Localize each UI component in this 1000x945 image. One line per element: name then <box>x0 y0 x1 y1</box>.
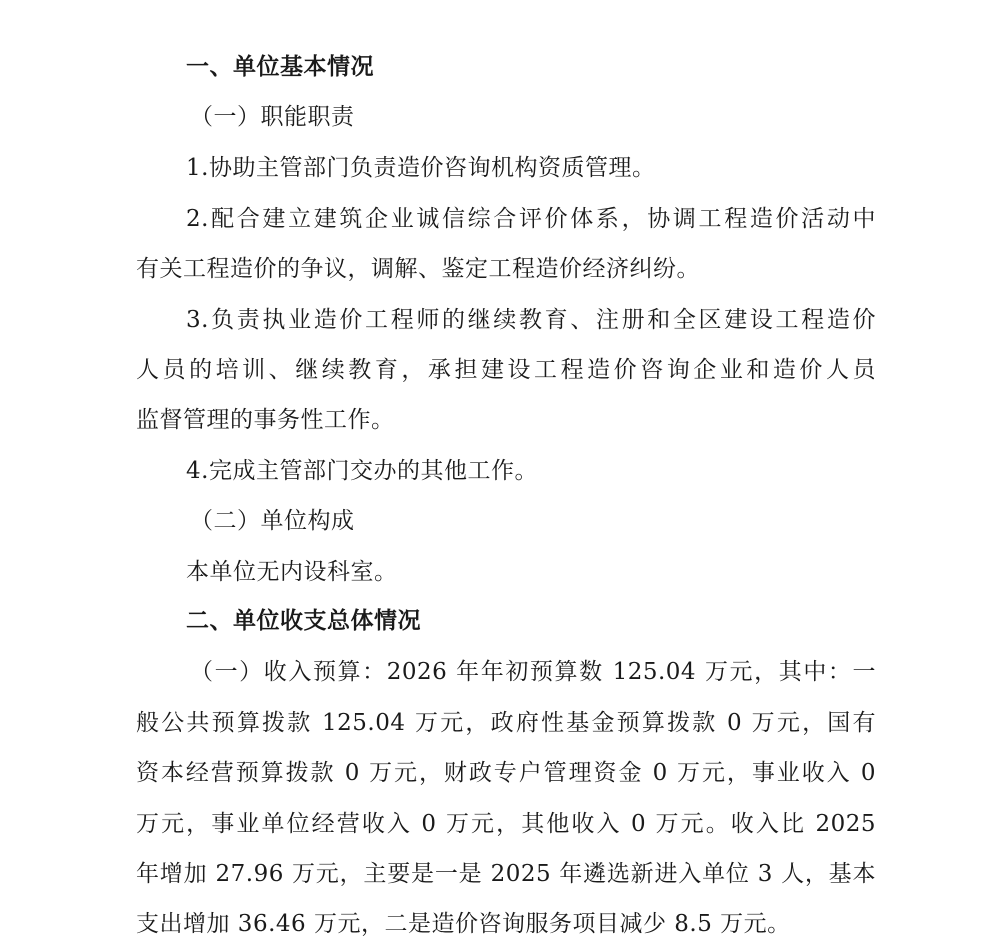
section-heading-basic-info: 一、单位基本情况 <box>186 54 374 80</box>
revenue-budget-line-5: 年增加 27.96 万元，主要是一是 2025 年遴选新进入单位 3 人，基本 <box>136 861 876 887</box>
composition-text: 本单位无内设科室。 <box>186 559 398 585</box>
duty-item-2-line-1: 2.配合建立建筑企业诚信综合评价体系，协调工程造价活动中 <box>186 206 876 232</box>
duty-item-2-line-2: 有关工程造价的争议，调解、鉴定工程造价经济纠纷。 <box>136 256 700 282</box>
revenue-budget-line-1: （一）收入预算：2026 年年初预算数 125.04 万元，其中：一 <box>190 659 876 685</box>
revenue-budget-line-3: 资本经营预算拨款 0 万元，财政专户管理资金 0 万元，事业收入 0 <box>136 760 876 786</box>
duty-item-4: 4.完成主管部门交办的其他工作。 <box>186 458 538 484</box>
revenue-budget-line-6: 支出增加 36.46 万元，二是造价咨询服务项目减少 8.5 万元。 <box>136 911 791 937</box>
revenue-budget-line-2: 般公共预算拨款 125.04 万元，政府性基金预算拨款 0 万元，国有 <box>136 710 876 736</box>
duty-item-3-line-2: 人员的培训、继续教育，承担建设工程造价咨询企业和造价人员 <box>136 357 876 383</box>
subsection-heading-duties: （一）职能职责 <box>190 104 355 130</box>
revenue-budget-line-4: 万元，事业单位经营收入 0 万元，其他收入 0 万元。收入比 2025 <box>136 811 876 837</box>
subsection-heading-composition: （二）单位构成 <box>190 508 355 534</box>
section-heading-revenue-expenditure: 二、单位收支总体情况 <box>186 608 421 634</box>
duty-item-3-line-1: 3.负责执业造价工程师的继续教育、注册和全区建设工程造价 <box>186 307 876 333</box>
duty-item-3-line-3: 监督管理的事务性工作。 <box>136 407 395 433</box>
duty-item-1: 1.协助主管部门负责造价咨询机构资质管理。 <box>186 155 656 181</box>
